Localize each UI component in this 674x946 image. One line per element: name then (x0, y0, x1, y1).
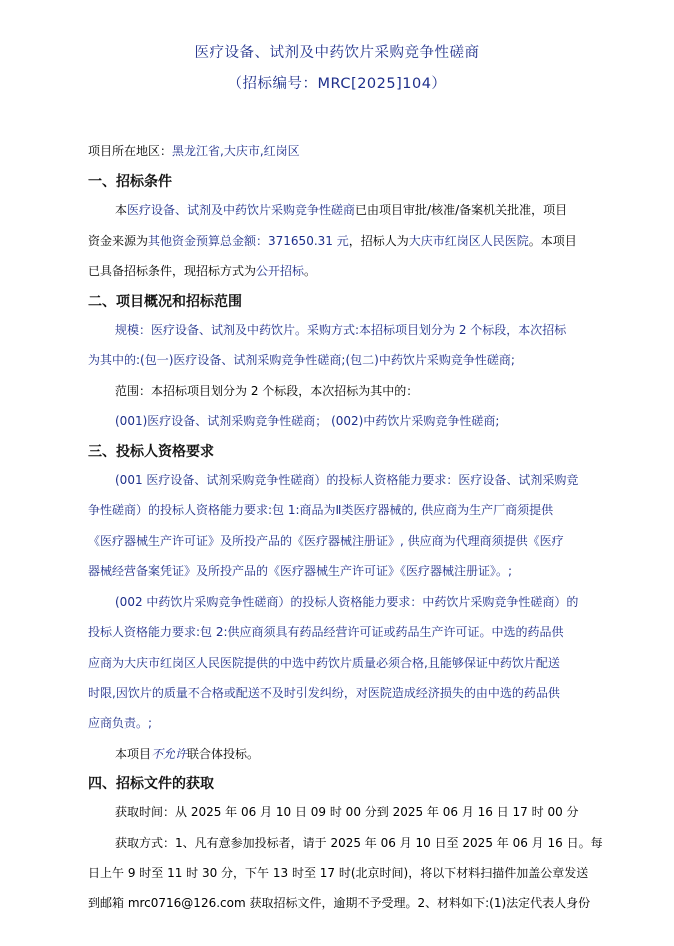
text-segment: 。 (304, 264, 317, 278)
sec1-line-3 (88, 264, 628, 278)
text-segment: 已具备招标条件，现招标方式为 (88, 264, 257, 278)
project-name: 医疗设备、试剂及中药饮片采购竞争性磋商 (127, 203, 356, 217)
sec2-scale-line-2: 为其中的:(包一)医疗设备、试剂采购竞争性磋商;(包二)中药饮片采购竞争性磋商; (88, 353, 515, 367)
text-segment: 已由项目审批/核准/备案机关批准，项目 (355, 203, 568, 217)
tender-method: 公开招标 (256, 264, 305, 278)
sec3-lot2-line-5: 应商负责。; (88, 716, 153, 730)
sec3-lot1-line-4: 器械经营备案凭证》及所投产品的《医疗器械生产许可证》《医疗器械注册证》。; (88, 564, 513, 578)
section-heading-3: 三、投标人资格要求 (88, 444, 214, 460)
location-line (88, 144, 628, 158)
consortium-allowed-value: 不允许 (151, 747, 188, 761)
text-segment: 。本项目 (528, 234, 577, 248)
section-heading-1: 一、招标条件 (88, 174, 172, 190)
sec3-lot2-line-3: 应商为大庆市红岗区人民医院提供的中选中药饮片质量必须合格,且能够保证中药饮片配送 (88, 656, 560, 670)
sec4-method-line-1: 获取方式：1、凡有意参加投标者，请于 2025 年 06 月 10 日至 2025 年 06 月 16 日。每 (115, 836, 603, 850)
sec3-lot1-line-3: 《医疗器械生产许可证》及所投产品的《医疗器械注册证》, 供应商为代理商须提供《医疗 (88, 534, 564, 548)
text-segment: ，招标人为 (348, 234, 409, 248)
location-value: 黑龙江省,大庆市,红岗区 (172, 144, 300, 158)
sec4-time-line: 获取时间：从 2025 年 06 月 10 日 09 时 00 分到 2025 年 06 月 16 日 17 时 00 分 (115, 805, 579, 819)
budget-amount: 其他资金预算总金额：371650.31 元 (148, 234, 349, 248)
text-segment: 本项目 (115, 747, 152, 761)
sec2-scale-line-1: 规模：医疗设备、试剂及中药饮片。采购方式:本招标项目划分为 2 个标段，本次招标 (115, 323, 567, 337)
sec2-lots-line: (001)医疗设备、试剂采购竞争性磋商； (002)中药饮片采购竞争性磋商; (115, 414, 500, 428)
sec3-lot1-line-1: (001 医疗设备、试剂采购竞争性磋商）的投标人资格能力要求：医疗设备、试剂采购竞 (115, 473, 579, 487)
section-heading-2: 二、项目概况和招标范围 (88, 294, 242, 310)
sec4-method-line-2: 日上午 9 时至 11 时 30 分，下午 13 时至 17 时(北京时间)，将以下材料扫描件加盖公章发送 (88, 866, 589, 880)
sec3-lot2-line-2: 投标人资格能力要求:包 2:供应商须具有药品经营许可证或药品生产许可证。中选的药品供 (88, 625, 564, 639)
sec3-lot2-line-4: 时限,因饮片的质量不合格或配送不及时引发纠纷，对医院造成经济损失的由中选的药品供 (88, 686, 560, 700)
location-label: 项目所在地区： (88, 144, 173, 158)
text-segment: 联合体投标。 (187, 747, 260, 761)
sec1-line-1 (115, 203, 628, 217)
document-subtitle: （招标编号：MRC[2025]104） (227, 76, 447, 92)
sec4-method-line-3: 到邮箱 mrc0716@126.com 获取招标文件，逾期不予受理。2、材料如下:(1)法定代表人身份 (88, 896, 591, 910)
tenderer-name: 大庆市红岗区人民医院 (408, 234, 529, 248)
text-segment: 本 (115, 203, 128, 217)
sec1-line-2 (88, 234, 628, 248)
sec3-lot1-line-2: 争性磋商）的投标人资格能力要求:包 1:商品为Ⅱ类医疗器械的, 供应商为生产厂商须提供 (88, 503, 554, 517)
section-heading-4: 四、招标文件的获取 (88, 776, 214, 792)
sec2-scope-line: 范围：本招标项目划分为 2 个标段，本次招标为其中的： (115, 384, 419, 398)
sec3-consortium-line (115, 747, 628, 761)
text-segment: 资金来源为 (88, 234, 149, 248)
sec3-lot2-line-1: (002 中药饮片采购竞争性磋商）的投标人资格能力要求：中药饮片采购竞争性磋商）的 (115, 595, 579, 609)
document-title: 医疗设备、试剂及中药饮片采购竞争性磋商 (194, 45, 480, 61)
